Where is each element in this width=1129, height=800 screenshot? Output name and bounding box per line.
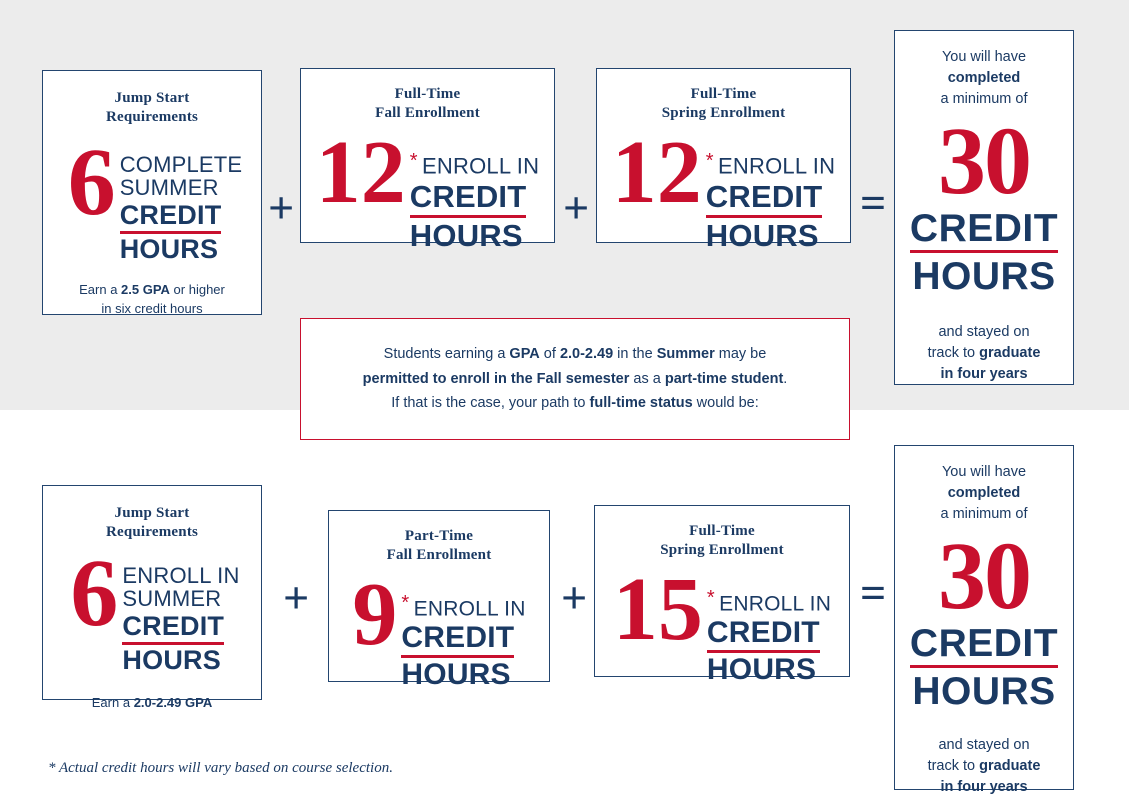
label-hours: HOURS — [401, 657, 511, 691]
credit-number: 15 — [612, 559, 703, 659]
equals-operator-2: = — [860, 567, 887, 618]
result-hours-label: HOURS — [912, 254, 1056, 298]
label-summer: SUMMER — [119, 175, 219, 201]
result-credit-label: CREDIT — [910, 624, 1058, 668]
result-top-line3: a minimum of — [940, 506, 1028, 523]
label-enroll-in: ENROLL IN — [122, 562, 240, 588]
result-bottom-line1: and stayed on — [938, 323, 1030, 340]
card-header-line2: Spring Enrollment — [660, 541, 784, 558]
result-bottom-line3: in four years — [940, 365, 1028, 382]
label-credit: CREDIT — [707, 616, 820, 653]
label-hours: HOURS — [119, 234, 219, 264]
gpa-note-line2: in six credit hours — [101, 300, 203, 316]
result-top-line1: You will have — [941, 464, 1027, 480]
label-credit: CREDIT — [122, 611, 224, 645]
card-header-line2: Spring Enrollment — [661, 104, 786, 121]
card-header-line2: Fall Enrollment — [375, 104, 480, 121]
label-enroll-in: ENROLL IN — [422, 152, 540, 178]
label-credit: CREDIT — [120, 200, 222, 234]
callout-line1: Students earning a GPA of 2.0-2.49 in the Summer may be — [383, 346, 767, 363]
label-credit: CREDIT — [706, 179, 823, 218]
gpa-note-line1: Earn a 2.0-2.49 GPA — [91, 695, 213, 710]
gpa-value: 2.0-2.49 GPA — [133, 695, 213, 710]
card-header-line1: Full-Time — [690, 86, 757, 102]
callout-line3: If that is the case, your path to full-time status would be: — [391, 395, 759, 412]
card-header-line1: Full-Time — [394, 86, 461, 102]
label-hours: HOURS — [122, 645, 221, 675]
card-jumpstart-requirements-row2 — [42, 485, 262, 710]
asterisk-icon: * — [401, 591, 410, 614]
label-hours: HOURS — [409, 217, 523, 253]
plus-operator-1: + — [268, 182, 295, 233]
asterisk-icon: * — [409, 149, 418, 172]
equals-operator-1: = — [860, 177, 887, 228]
gpa-note-line1: Earn a 2.5 GPA or higher — [79, 282, 225, 297]
result-number: 30 — [938, 522, 1030, 630]
credit-number: 6 — [70, 538, 119, 646]
result-top-line2: completed — [947, 70, 1021, 87]
label-enroll-in: ENROLL IN — [719, 591, 832, 615]
label-credit: CREDIT — [410, 179, 527, 218]
card-fulltime-spring-row1 — [596, 68, 851, 253]
card-header-line1: Jump Start — [114, 90, 190, 106]
result-card-row1 — [894, 30, 1074, 385]
credit-number: 12 — [611, 122, 702, 222]
asterisk-icon: * — [705, 149, 714, 172]
card-header-line1: Part-Time — [404, 528, 474, 544]
label-summer: SUMMER — [122, 586, 222, 612]
result-card-row2 — [894, 445, 1074, 795]
result-credit-label: CREDIT — [910, 209, 1058, 253]
card-header-line2: Requirements — [105, 108, 199, 125]
result-bottom-line2: track to graduate — [927, 344, 1041, 361]
result-top-line2: completed — [947, 485, 1021, 502]
result-top-line3: a minimum of — [940, 91, 1028, 108]
credit-number: 9 — [352, 564, 398, 664]
result-bottom-line2: track to graduate — [927, 757, 1041, 774]
label-enroll-in: ENROLL IN — [413, 596, 526, 620]
card-header-line1: Full-Time — [689, 523, 755, 539]
label-complete: COMPLETE — [119, 151, 243, 177]
label-credit: CREDIT — [401, 621, 514, 658]
result-bottom-line1: and stayed on — [938, 736, 1030, 753]
callout-line2: permitted to enroll in the Fall semester as a part-time student. — [362, 370, 788, 387]
gpa-value: 2.5 GPA — [121, 282, 170, 297]
card-parttime-fall-row2 — [328, 510, 550, 691]
card-jumpstart-requirements-row1 — [42, 70, 262, 315]
footnote-text: * Actual credit hours will vary based on course selection. — [48, 760, 393, 776]
plus-operator-4: + — [561, 572, 588, 623]
label-enroll-in: ENROLL IN — [718, 152, 836, 178]
result-number: 30 — [938, 107, 1030, 215]
callout-part-time-path — [300, 318, 850, 440]
card-header-line2: Requirements — [105, 523, 199, 540]
plus-operator-2: + — [563, 182, 590, 233]
credit-number: 12 — [315, 122, 406, 222]
card-fulltime-fall-row1 — [300, 68, 555, 253]
result-top-line1: You will have — [941, 49, 1027, 65]
asterisk-icon: * — [706, 586, 715, 609]
plus-operator-3: + — [283, 572, 310, 623]
label-hours: HOURS — [706, 652, 817, 686]
result-bottom-line3: in four years — [940, 778, 1028, 795]
card-header-line2: Fall Enrollment — [386, 546, 492, 563]
card-fulltime-spring-row2 — [594, 505, 850, 686]
result-hours-label: HOURS — [912, 669, 1056, 713]
label-hours: HOURS — [705, 217, 819, 253]
card-header-line1: Jump Start — [114, 505, 190, 521]
credit-number: 6 — [67, 127, 116, 235]
